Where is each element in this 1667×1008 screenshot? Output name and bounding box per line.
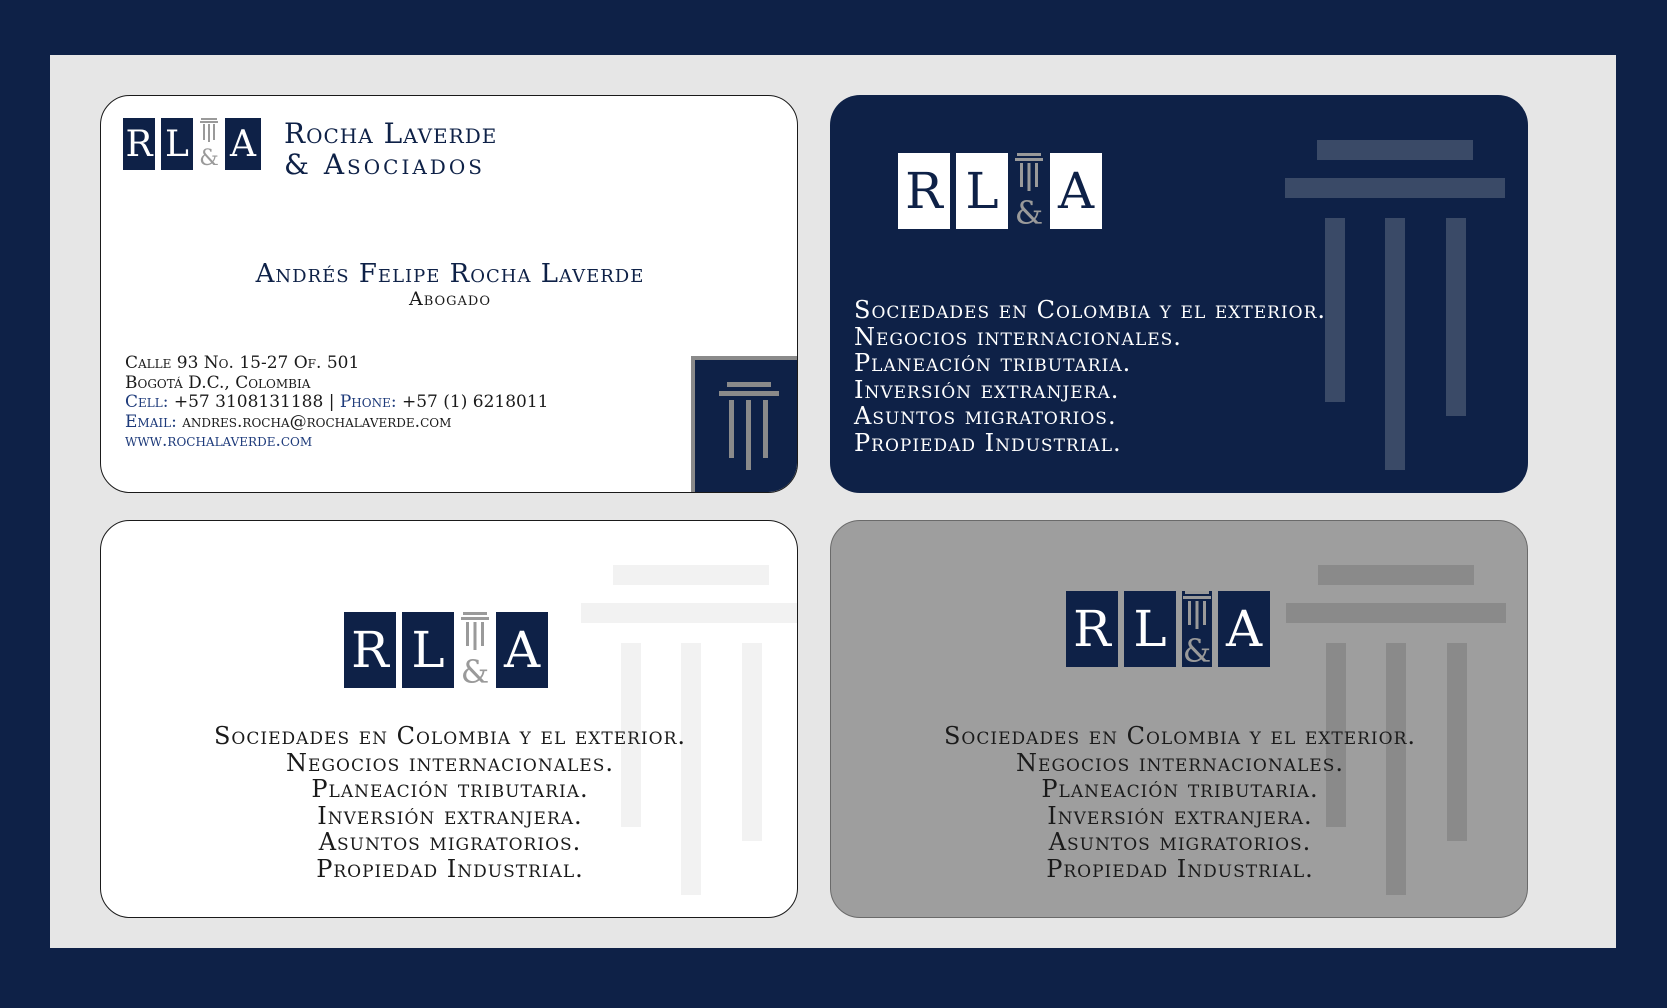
mockup-panel: [50, 55, 1616, 948]
services-list: [101, 723, 798, 882]
address-line1: Calle 93 No. 15-27 Of. 501: [125, 353, 360, 373]
pillar-icon: [200, 118, 218, 142]
service-item: Planeación tributaria.: [311, 775, 589, 803]
email-line: [125, 413, 548, 433]
logo-tile-a: A: [225, 118, 261, 170]
logo-tile-l: L: [161, 118, 193, 170]
service-item: Sociedades en Colombia y el exterior.: [854, 296, 1327, 324]
phone-line: [125, 393, 548, 413]
logo: [123, 118, 261, 170]
logo-tile-r: R: [123, 118, 155, 170]
person-title: Abogado: [408, 288, 492, 310]
service-item: Inversión extranjera.: [854, 375, 1120, 404]
corner-box: [691, 356, 798, 493]
logo-amp-column: [460, 612, 490, 691]
address-line2: Bogotá D.C., Colombia: [125, 372, 311, 393]
email-label: Email:: [125, 411, 177, 432]
logo-tile-a: A: [496, 612, 548, 688]
service-item: Propiedad Industrial.: [1046, 854, 1314, 883]
logo-tile-l: L: [956, 153, 1008, 229]
card-back-navy: [830, 95, 1528, 493]
service-item: Planeación tributaria.: [1041, 775, 1319, 803]
logo-ampersand: &: [1182, 632, 1212, 670]
logo-tile-l: L: [402, 612, 454, 688]
logo-ampersand: &: [1014, 194, 1044, 232]
logo-tile-a: A: [1050, 153, 1102, 229]
services-list: [831, 723, 1528, 882]
logo-tile-a: A: [1218, 591, 1270, 667]
phone-label: Phone:: [339, 392, 397, 412]
service-item: Asuntos migratorios.: [318, 828, 582, 856]
logo: [1066, 591, 1270, 670]
service-item: Asuntos migratorios.: [1048, 828, 1312, 856]
logo-amp-column: [199, 118, 219, 170]
pillar-icon: [1015, 153, 1043, 191]
service-item: Negocios internacionales.: [1016, 748, 1344, 777]
service-item: Inversión extranjera.: [317, 801, 583, 830]
service-item: Sociedades en Colombia y el exterior.: [213, 722, 686, 750]
phone-separator: |: [328, 392, 335, 412]
logo-amp-column: [1182, 591, 1212, 670]
service-item: Negocios internacionales.: [854, 322, 1182, 351]
pillar-icon: [1183, 591, 1211, 629]
service-item: Inversión extranjera.: [1047, 801, 1313, 830]
service-item: Negocios internacionales.: [286, 748, 614, 777]
pillar-icon: [719, 382, 779, 472]
email-address: andres.rocha@rochalaverde.com: [182, 411, 452, 432]
card-back-white: [100, 520, 798, 918]
firm-name-line1: Rocha Laverde: [284, 117, 498, 150]
logo: [898, 153, 1102, 232]
cell-label: Cell:: [125, 392, 169, 412]
service-item: Propiedad Industrial.: [854, 428, 1122, 457]
logo: [344, 612, 548, 691]
logo-tile-r: R: [1066, 591, 1118, 667]
logo-tile-r: R: [344, 612, 396, 688]
contact-block: [125, 354, 548, 452]
service-item: Propiedad Industrial.: [316, 854, 584, 883]
logo-tile-l: L: [1124, 591, 1176, 667]
logo-amp-column: [1014, 153, 1044, 232]
firm-name-line2: & Asociados: [284, 148, 485, 181]
firm-name: [284, 118, 497, 180]
person-name: Andrés Felipe Rocha Laverde: [255, 259, 645, 289]
phone-number: +57 (1) 6218011: [401, 392, 549, 412]
service-item: Planeación tributaria.: [854, 349, 1132, 377]
logo-ampersand: &: [199, 146, 219, 171]
cell-number: +57 3108131188: [173, 392, 324, 412]
logo-ampersand: &: [460, 653, 490, 691]
website: www.rochalaverde.com: [125, 431, 313, 451]
services-list: [854, 297, 1326, 456]
service-item: Sociedades en Colombia y el exterior.: [943, 722, 1416, 750]
service-item: Asuntos migratorios.: [854, 402, 1117, 430]
pillar-icon: [461, 612, 489, 650]
card-back-gray: [830, 520, 1528, 918]
card-front: [100, 95, 798, 493]
logo-tile-r: R: [898, 153, 950, 229]
